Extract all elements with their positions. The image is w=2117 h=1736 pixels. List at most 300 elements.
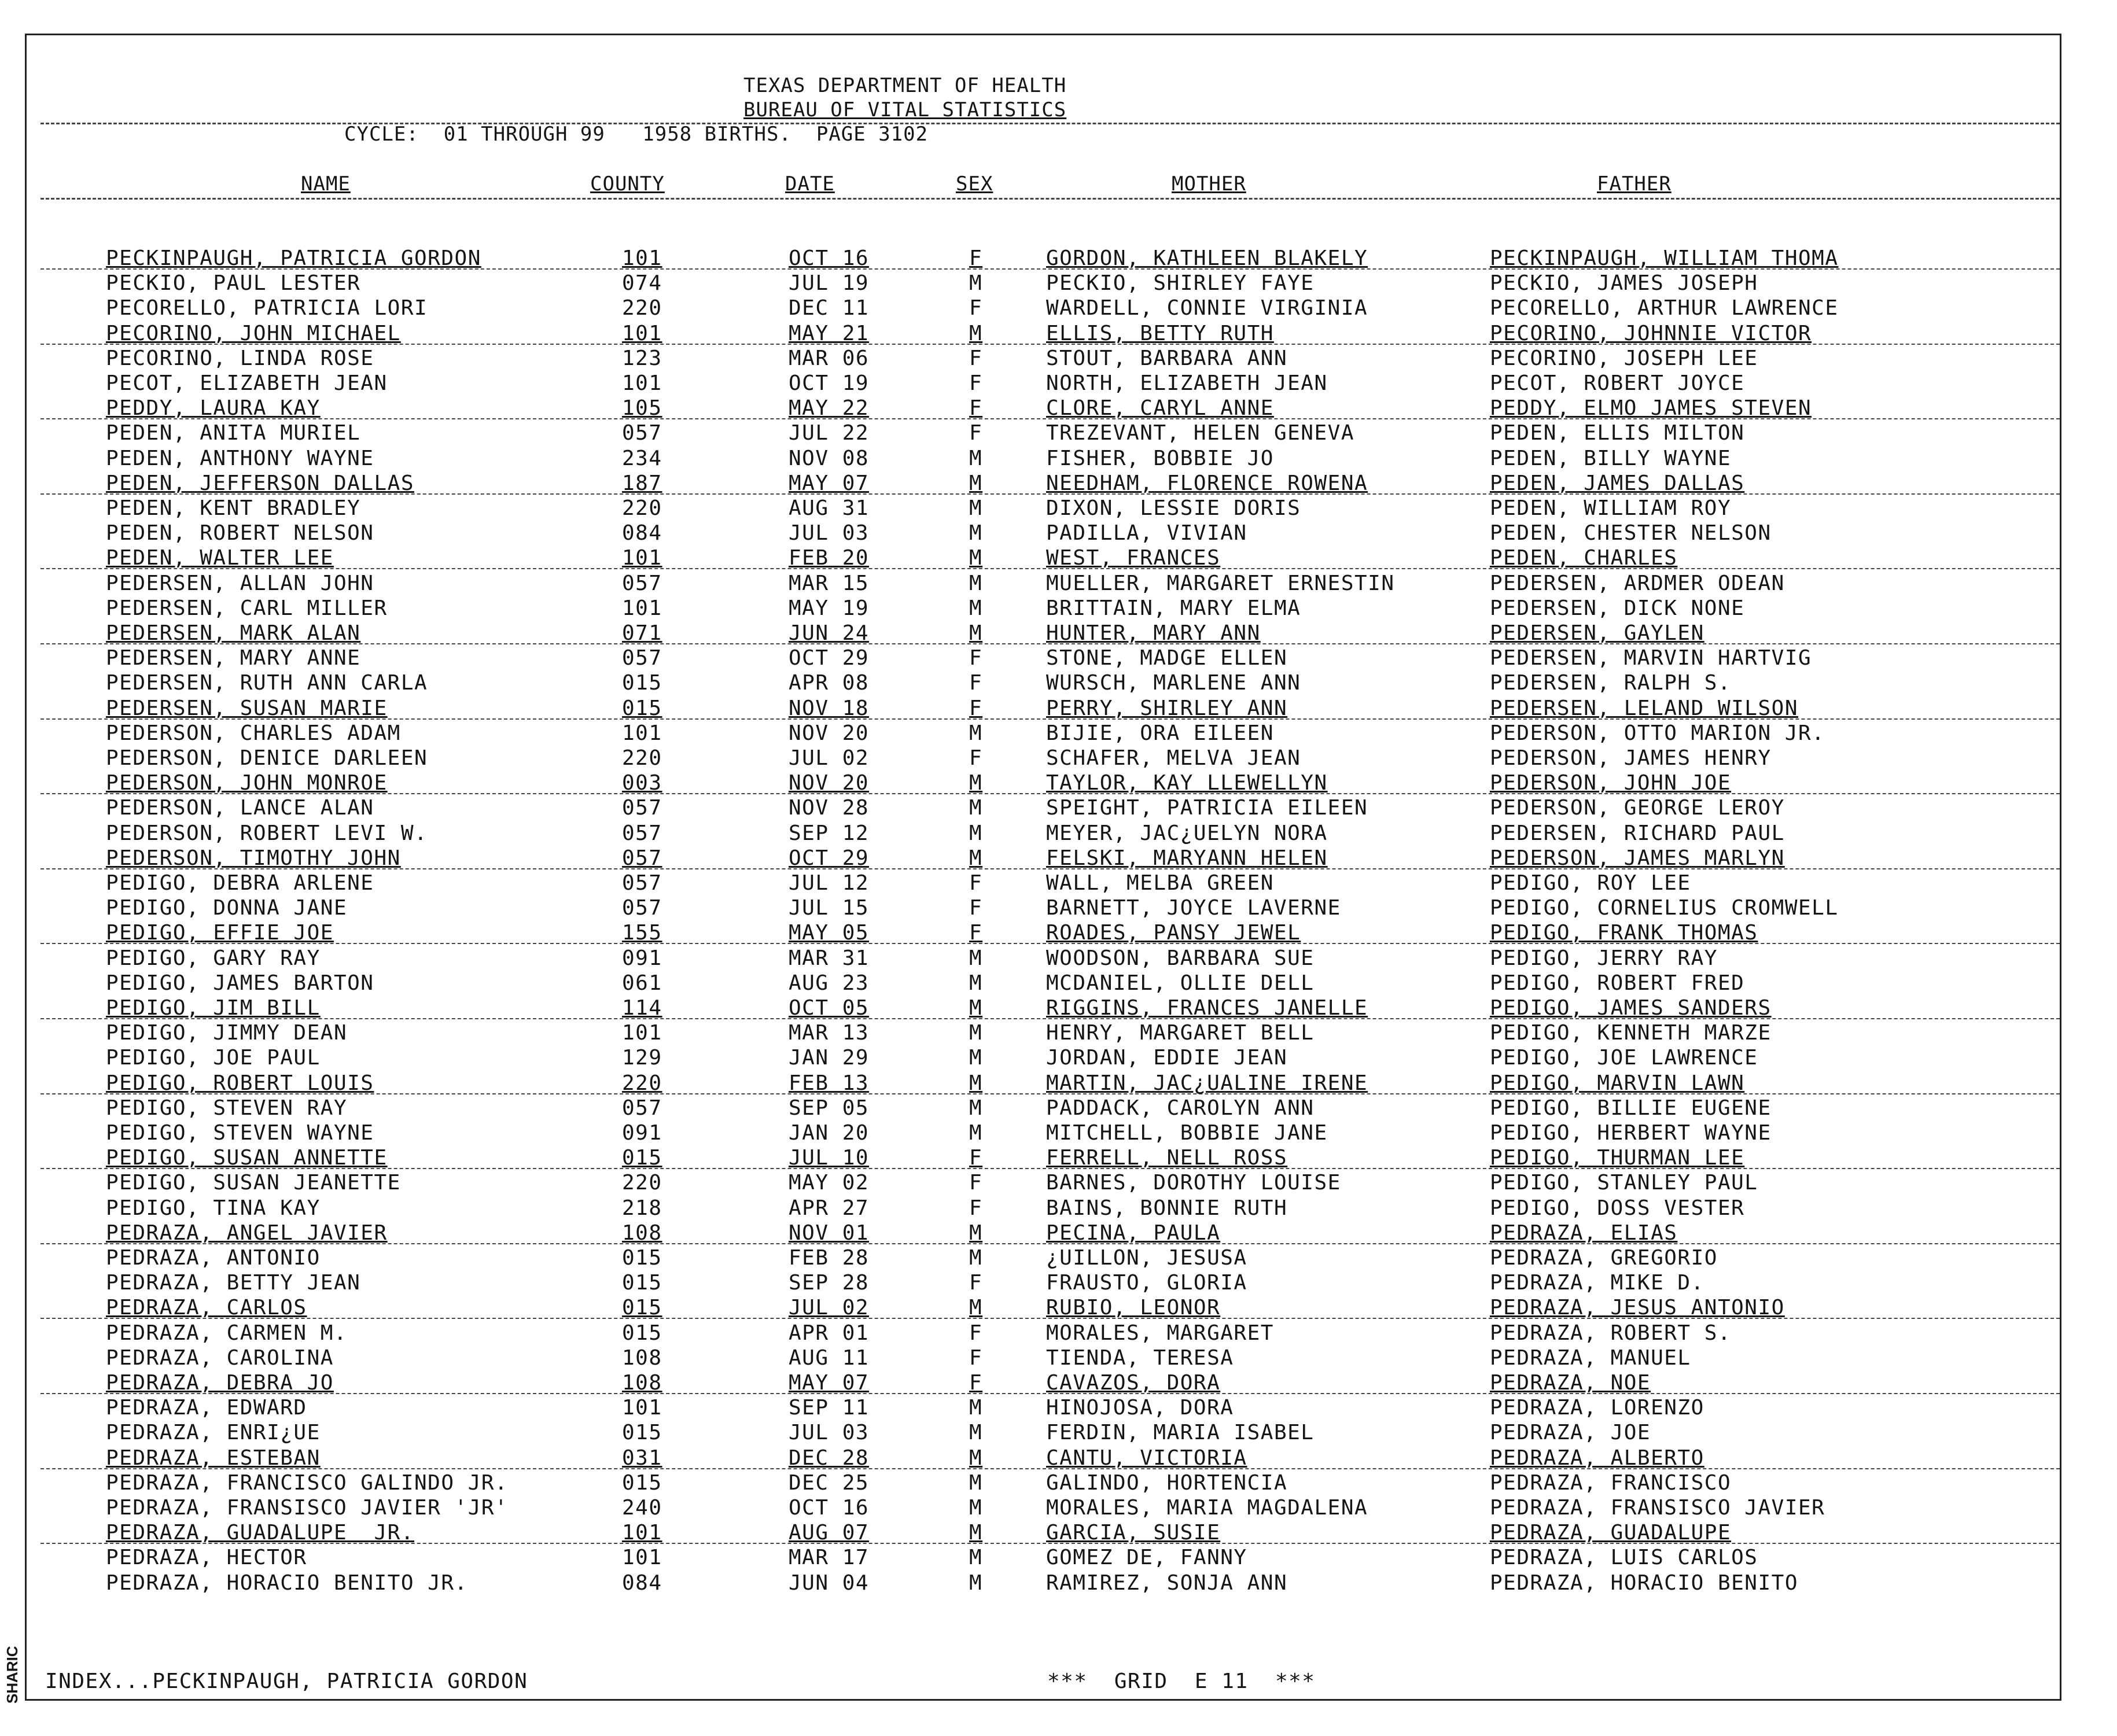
table-row [0,1196,2117,1221]
cell-mother: FISHER, BOBBIE JO [1046,446,1274,470]
cell-mother: FERRELL, NELL ROSS [1046,1146,1288,1170]
cell-name: PEDIGO, JIM BILL [106,996,321,1020]
cell-name: PEDERSEN, MARK ALAN [106,621,361,645]
table-row [0,921,2117,945]
table-row [0,896,2117,920]
cell-county: 220 [622,296,662,320]
cell-date: SEP 12 [789,821,870,845]
cell-mother: CAVAZOS, DORA [1046,1371,1221,1395]
cell-father: PECKINPAUGH, WILLIAM THOMA [1490,246,1839,270]
table-row [0,1296,2117,1320]
cell-mother: BAINS, BONNIE RUTH [1046,1196,1288,1220]
cell-county: 234 [622,446,662,470]
cell-sex: M [969,1496,983,1520]
cell-name: PEDRAZA, CARLOS [106,1296,307,1320]
cell-name: PEDIGO, JIMMY DEAN [106,1021,348,1045]
cell-mother: FRAUSTO, GLORIA [1046,1271,1247,1295]
cell-father: PECORELLO, ARTHUR LAWRENCE [1490,296,1839,320]
cell-date: MAR 17 [789,1546,870,1570]
cell-name: PECKIO, PAUL LESTER [106,271,361,296]
table-row [0,1071,2117,1096]
cell-county: 187 [622,471,662,495]
cell-father: PEDERSEN, LELAND WILSON [1490,696,1798,720]
cell-name: PEDRAZA, FRANSISCO JAVIER 'JR' [106,1496,509,1520]
cell-name: PEDIGO, JAMES BARTON [106,971,374,995]
cell-date: NOV 20 [789,771,870,795]
cell-father: PEDEN, ELLIS MILTON [1490,421,1745,445]
cell-sex: M [969,1221,983,1245]
cell-name: PEDEN, KENT BRADLEY [106,496,361,520]
cell-sex: F [969,1371,983,1395]
cell-county: 015 [622,1421,662,1445]
cell-date: JUL 02 [789,746,870,770]
cell-name: PEDIGO, STEVEN WAYNE [106,1121,374,1145]
cell-father: PECORINO, JOHNNIE VICTOR [1490,321,1812,345]
cell-county: 218 [622,1196,662,1220]
cell-name: PEDERSEN, SUSAN MARIE [106,696,388,720]
table-row [0,396,2117,421]
table-row [0,696,2117,721]
cell-date: MAR 31 [789,946,870,970]
cell-mother: STOUT, BARBARA ANN [1046,346,1288,370]
cell-date: APR 08 [789,671,870,695]
table-row [0,572,2117,596]
table-row [0,1321,2117,1346]
cell-name: PEDEN, ROBERT NELSON [106,521,374,546]
cell-name: PEDDY, LAURA KAY [106,396,321,421]
cell-sex: M [969,1470,983,1495]
cell-name: PEDEN, ANITA MURIEL [106,421,361,445]
cell-father: PEDIGO, JOE LAWRENCE [1490,1046,1758,1070]
table-row [0,621,2117,646]
cell-sex: F [969,696,983,720]
cell-date: NOV 08 [789,446,870,470]
cell-date: SEP 28 [789,1271,870,1295]
cell-date: APR 27 [789,1196,870,1220]
cell-father: PEDDY, ELMO JAMES STEVEN [1490,396,1812,421]
cell-sex: M [969,521,983,546]
side-label: SHARIC [3,1646,21,1704]
cell-date: MAY 05 [789,921,870,945]
cell-date: JUL 22 [789,421,870,445]
cell-sex: M [969,1421,983,1445]
cell-county: 057 [622,796,662,820]
cell-sex: M [969,1521,983,1545]
cell-mother: MITCHELL, BOBBIE JANE [1046,1121,1328,1145]
cell-mother: BRITTAIN, MARY ELMA [1046,596,1301,620]
cell-sex: F [969,1146,983,1170]
cell-mother: PADDACK, CAROLYN ANN [1046,1096,1315,1120]
cell-mother: STONE, MADGE ELLEN [1046,646,1288,670]
cell-date: AUG 31 [789,496,870,520]
cell-date: FEB 13 [789,1071,870,1095]
cell-sex: M [969,821,983,845]
cell-sex: F [969,1346,983,1370]
cell-name: PECKINPAUGH, PATRICIA GORDON [106,246,481,270]
cell-name: PEDERSEN, ALLAN JOHN [106,571,374,595]
cell-date: JUL 03 [789,1421,870,1445]
cell-date: JAN 29 [789,1046,870,1070]
cell-county: 057 [622,1096,662,1120]
cell-county: 101 [622,1546,662,1570]
cell-sex: F [969,346,983,370]
cell-father: PEDERSON, GEORGE LEROY [1490,796,1785,820]
cell-name: PEDRAZA, FRANCISCO GALINDO JR. [106,1470,509,1495]
cell-father: PEDERSON, JAMES HENRY [1490,746,1772,770]
cell-father: PEDRAZA, FRANCISCO [1490,1470,1732,1495]
cell-county: 240 [622,1496,662,1520]
cell-mother: GARCIA, SUSIE [1046,1521,1221,1545]
cell-mother: TAYLOR, KAY LLEWELLYN [1046,771,1328,795]
cell-mother: GALINDO, HORTENCIA [1046,1470,1288,1495]
column-header-rule [41,198,2060,200]
cell-father: PEDIGO, FRANK THOMAS [1490,921,1758,945]
cell-county: 071 [622,621,662,645]
cell-mother: GOMEZ DE, FANNY [1046,1546,1247,1570]
cell-sex: M [969,546,983,570]
cell-sex: M [969,721,983,745]
cell-date: MAY 22 [789,396,870,421]
cell-county: 061 [622,971,662,995]
cell-name: PEDIGO, DONNA JANE [106,896,348,920]
cell-father: PEDEN, JAMES DALLAS [1490,471,1745,495]
cell-county: 108 [622,1371,662,1395]
cell-father: PEDRAZA, GUADALUPE [1490,1521,1732,1545]
cell-father: PEDERSEN, DICK NONE [1490,596,1745,620]
cell-mother: GORDON, KATHLEEN BLAKELY [1046,246,1368,270]
cell-county: 084 [622,1571,662,1595]
cell-mother: PADILLA, VIVIAN [1046,521,1247,546]
cell-mother: WEST, FRANCES [1046,546,1221,570]
table-row [0,496,2117,521]
cell-sex: M [969,996,983,1020]
cell-date: NOV 20 [789,721,870,745]
cell-mother: RAMIREZ, SONJA ANN [1046,1571,1288,1595]
cell-county: 101 [622,246,662,270]
cell-name: PECORINO, LINDA ROSE [106,346,374,370]
cell-name: PEDRAZA, ESTEBAN [106,1446,321,1470]
cell-county: 220 [622,746,662,770]
cell-mother: DIXON, LESSIE DORIS [1046,496,1301,520]
cell-date: JUN 24 [789,621,870,645]
cell-county: 105 [622,396,662,421]
table-row [0,322,2117,346]
cell-sex: M [969,846,983,870]
cell-father: PEDRAZA, ELIAS [1490,1221,1678,1245]
cell-father: PEDIGO, KENNETH MARZE [1490,1021,1772,1045]
cell-date: DEC 28 [789,1446,870,1470]
cell-sex: F [969,896,983,920]
cell-county: 003 [622,771,662,795]
cell-mother: WARDELL, CONNIE VIRGINIA [1046,296,1368,320]
table-row [0,871,2117,895]
cell-name: PEDIGO, EFFIE JOE [106,921,334,945]
cell-mother: WALL, MELBA GREEN [1046,871,1274,895]
cell-name: PEDRAZA, ENRI¿UE [106,1421,321,1445]
cell-name: PEDERSON, TIMOTHY JOHN [106,846,401,870]
table-row [0,1271,2117,1295]
header-rule [41,123,2060,124]
table-row [0,1046,2117,1070]
cell-sex: F [969,646,983,670]
cell-mother: MCDANIEL, OLLIE DELL [1046,971,1315,995]
cell-mother: WOODSON, BARBARA SUE [1046,946,1315,970]
cell-mother: RUBIO, LEONOR [1046,1296,1221,1320]
cell-name: PEDIGO, ROBERT LOUIS [106,1071,374,1095]
cell-date: JUL 19 [789,271,870,296]
cell-name: PEDRAZA, BETTY JEAN [106,1271,361,1295]
cell-father: PECORINO, JOSEPH LEE [1490,346,1758,370]
cell-county: 031 [622,1446,662,1470]
cell-mother: WURSCH, MARLENE ANN [1046,671,1301,695]
cell-father: PEDIGO, HERBERT WAYNE [1490,1121,1772,1145]
cell-county: 101 [622,321,662,345]
cell-county: 123 [622,346,662,370]
table-row [0,471,2117,496]
cell-mother: TIENDA, TERESA [1046,1346,1234,1370]
cell-date: JUL 10 [789,1146,870,1170]
cell-mother: CANTU, VICTORIA [1046,1446,1247,1470]
cell-father: PEDEN, BILLY WAYNE [1490,446,1732,470]
cell-date: OCT 16 [789,1496,870,1520]
cell-sex: M [969,946,983,970]
cell-sex: M [969,471,983,495]
cell-mother: PERRY, SHIRLEY ANN [1046,696,1288,720]
cell-name: PEDERSON, JOHN MONROE [106,771,388,795]
cell-sex: M [969,1571,983,1595]
column-header-date: DATE [785,172,835,196]
cell-county: 015 [622,671,662,695]
footer-grid: *** GRID E 11 *** [1047,1669,1316,1693]
column-header-sex: SEX [956,172,993,196]
cell-sex: M [969,1396,983,1420]
cell-father: PEDRAZA, FRANSISCO JAVIER [1490,1496,1825,1520]
cell-mother: BARNES, DOROTHY LOUISE [1046,1171,1341,1195]
cell-sex: F [969,1196,983,1220]
cell-father: PEDEN, CHESTER NELSON [1490,521,1772,546]
cell-mother: JORDAN, EDDIE JEAN [1046,1046,1288,1070]
cell-county: 091 [622,1121,662,1145]
cell-name: PEDERSON, LANCE ALAN [106,796,374,820]
cell-father: PEDIGO, BILLIE EUGENE [1490,1096,1772,1120]
cell-county: 015 [622,1321,662,1345]
cell-father: PECOT, ROBERT JOYCE [1490,371,1745,395]
cell-mother: NORTH, ELIZABETH JEAN [1046,371,1328,395]
cell-sex: F [969,871,983,895]
cell-mother: ELLIS, BETTY RUTH [1046,321,1274,345]
cell-father: PEDERSEN, RICHARD PAUL [1490,821,1785,845]
cell-date: NOV 28 [789,796,870,820]
cell-name: PEDRAZA, ANGEL JAVIER [106,1221,388,1245]
cell-name: PEDERSON, DENICE DARLEEN [106,746,428,770]
cell-county: 057 [622,871,662,895]
cell-sex: F [969,746,983,770]
cell-county: 057 [622,896,662,920]
cell-mother: MORALES, MARGARET [1046,1321,1274,1345]
cell-father: PEDRAZA, MIKE D. [1490,1271,1704,1295]
cell-county: 074 [622,271,662,296]
cell-county: 015 [622,1246,662,1270]
cell-mother: CLORE, CARYL ANNE [1046,396,1274,421]
cell-father: PEDRAZA, JOE [1490,1421,1651,1445]
cell-date: FEB 20 [789,546,870,570]
cell-mother: ROADES, PANSY JEWEL [1046,921,1301,945]
cell-sex: F [969,1321,983,1345]
cell-name: PEDIGO, GARY RAY [106,946,321,970]
cell-county: 101 [622,1396,662,1420]
cell-sex: M [969,621,983,645]
cell-mother: HINOJOSA, DORA [1046,1396,1234,1420]
cell-date: FEB 28 [789,1246,870,1270]
cell-mother: MORALES, MARIA MAGDALENA [1046,1496,1368,1520]
cell-county: 101 [622,546,662,570]
table-row [0,771,2117,795]
cell-name: PEDEN, WALTER LEE [106,546,334,570]
cell-date: JUN 04 [789,1571,870,1595]
table-row [0,1346,2117,1370]
cell-date: SEP 05 [789,1096,870,1120]
column-header-father: FATHER [1597,172,1671,196]
table-row [0,671,2117,695]
cell-name: PECORELLO, PATRICIA LORI [106,296,428,320]
cell-sex: M [969,1071,983,1095]
cell-county: 108 [622,1221,662,1245]
cell-mother: HUNTER, MARY ANN [1046,621,1261,645]
cell-sex: F [969,246,983,270]
cell-name: PEDIGO, DEBRA ARLENE [106,871,374,895]
cell-sex: M [969,446,983,470]
cell-date: JAN 20 [789,1121,870,1145]
table-row [0,546,2117,570]
cell-father: PEDIGO, ROY LEE [1490,871,1691,895]
footer-index: INDEX...PECKINPAUGH, PATRICIA GORDON [45,1669,528,1693]
table-row [0,1221,2117,1245]
table-row [0,721,2117,746]
table-row [0,1546,2117,1570]
table-row [0,1421,2117,1445]
cell-county: 015 [622,1470,662,1495]
cell-sex: M [969,971,983,995]
cell-name: PEDRAZA, CARMEN M. [106,1321,348,1345]
cell-mother: ¿UILLON, JESUSA [1046,1246,1247,1270]
cell-sex: M [969,571,983,595]
cell-father: PEDRAZA, HORACIO BENITO [1490,1571,1798,1595]
cell-mother: RIGGINS, FRANCES JANELLE [1046,996,1368,1020]
cell-mother: FERDIN, MARIA ISABEL [1046,1421,1315,1445]
cell-county: 101 [622,1521,662,1545]
cell-father: PEDERSEN, MARVIN HARTVIG [1490,646,1812,670]
column-header-name: NAME [301,172,351,196]
cell-name: PEDERSON, CHARLES ADAM [106,721,401,745]
table-row [0,971,2117,996]
table-row [0,246,2117,271]
cell-father: PEDRAZA, LORENZO [1490,1396,1704,1420]
cell-sex: M [969,271,983,296]
cell-county: 057 [622,846,662,870]
table-row [0,421,2117,445]
table-row [0,447,2117,471]
cell-mother: BIJIE, ORA EILEEN [1046,721,1274,745]
cell-father: PEDRAZA, MANUEL [1490,1346,1691,1370]
cell-sex: M [969,1246,983,1270]
cell-name: PEDRAZA, HECTOR [106,1546,307,1570]
cell-name: PEDIGO, STEVEN RAY [106,1096,348,1120]
cell-sex: F [969,1271,983,1295]
cell-county: 057 [622,421,662,445]
cell-name: PEDERSEN, CARL MILLER [106,596,388,620]
cell-mother: TREZEVANT, HELEN GENEVA [1046,421,1354,445]
cell-father: PEDIGO, CORNELIUS CROMWELL [1490,896,1839,920]
cell-mother: PECINA, PAULA [1046,1221,1221,1245]
table-row [0,347,2117,371]
cell-date: OCT 19 [789,371,870,395]
cell-county: 101 [622,596,662,620]
table-row [0,821,2117,846]
cell-county: 057 [622,646,662,670]
cell-mother: PECKIO, SHIRLEY FAYE [1046,271,1315,296]
table-row [0,1496,2117,1520]
cell-county: 129 [622,1046,662,1070]
table-row [0,271,2117,296]
cell-name: PEDEN, ANTHONY WAYNE [106,446,374,470]
table-row [0,1096,2117,1121]
cell-father: PEDERSON, OTTO MARION JR. [1490,721,1825,745]
cell-sex: M [969,1296,983,1320]
cell-mother: MARTIN, JAC¿UALINE IRENE [1046,1071,1368,1095]
cell-sex: M [969,1046,983,1070]
cell-sex: M [969,321,983,345]
cell-date: MAY 21 [789,321,870,345]
cell-date: MAY 19 [789,596,870,620]
cell-sex: M [969,496,983,520]
cell-county: 220 [622,496,662,520]
cell-county: 220 [622,1071,662,1095]
cell-sex: M [969,1121,983,1145]
cell-name: PEDERSEN, MARY ANNE [106,646,361,670]
cell-father: PEDIGO, THURMAN LEE [1490,1146,1745,1170]
cell-county: 015 [622,1296,662,1320]
cell-father: PEDERSON, JOHN JOE [1490,771,1732,795]
cell-county: 015 [622,1271,662,1295]
cell-date: JUL 15 [789,896,870,920]
cell-date: OCT 16 [789,246,870,270]
cell-mother: NEEDHAM, FLORENCE ROWENA [1046,471,1368,495]
table-row [0,1446,2117,1470]
table-row [0,796,2117,820]
cell-father: PEDERSEN, ARDMER ODEAN [1490,571,1785,595]
cell-father: PEDRAZA, GREGORIO [1490,1246,1718,1270]
cell-father: PECKIO, JAMES JOSEPH [1490,271,1758,296]
table-row [0,1521,2117,1545]
cell-county: 084 [622,521,662,546]
cell-sex: M [969,1021,983,1045]
cell-father: PEDIGO, STANLEY PAUL [1490,1171,1758,1195]
table-row [0,946,2117,971]
cell-name: PEDRAZA, HORACIO BENITO JR. [106,1571,468,1595]
table-row [0,996,2117,1020]
cell-county: 101 [622,1021,662,1045]
cell-date: JUL 12 [789,871,870,895]
cell-father: PEDRAZA, ALBERTO [1490,1446,1704,1470]
table-row [0,521,2117,546]
cell-date: MAY 07 [789,471,870,495]
table-row [0,1021,2117,1045]
cell-father: PEDERSON, JAMES MARLYN [1490,846,1785,870]
table-row [0,1371,2117,1395]
table-row [0,371,2117,396]
cell-county: 057 [622,821,662,845]
cell-date: AUG 11 [789,1346,870,1370]
